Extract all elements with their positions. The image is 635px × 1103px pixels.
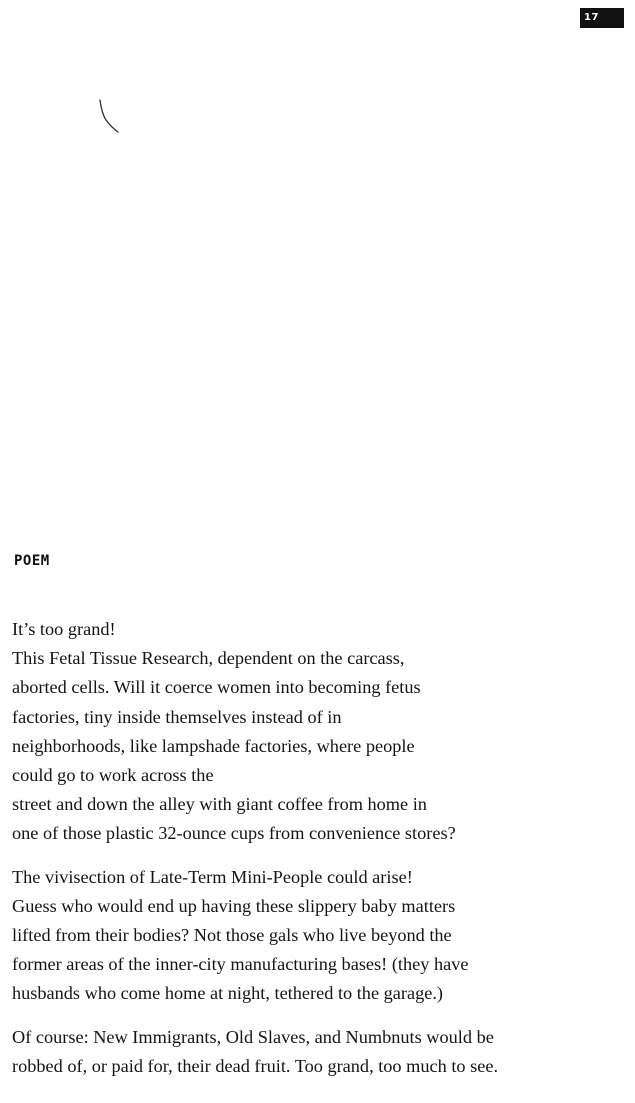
poem-line: This Fetal Tissue Research, dependent on the carcass,	[12, 648, 405, 669]
stanza	[12, 615, 632, 849]
poem-line: neighborhoods, like lampshade factories, where people	[12, 735, 415, 756]
poem-line: The vivisection of Late-Term Mini-People could arise!	[12, 866, 413, 887]
poem-line: husbands who come home at night, tethered to the garage.)	[12, 983, 444, 1004]
section-label: POEM	[14, 553, 50, 569]
page-number-tab: 17	[580, 8, 624, 28]
pen-stroke-mark	[98, 98, 120, 134]
stanza	[12, 1023, 632, 1081]
poem-line: Of course: New Immigrants, Old Slaves, and Numbnuts would be	[12, 1026, 494, 1047]
poem-line: It’s too grand!	[12, 619, 116, 639]
poem-line: one of those plastic 32-ounce cups from convenience stores?	[12, 823, 456, 844]
poem-body	[12, 615, 632, 1095]
poem-line: factories, tiny inside themselves instead of in	[12, 706, 342, 727]
poem-line: could go to work across the	[12, 765, 214, 786]
poem-line: aborted cells. Will it coerce women into becoming fetus	[12, 677, 421, 698]
poem-line: robbed of, or paid for, their dead fruit. Too grand, too much to see.	[12, 1055, 499, 1076]
poem-line: street and down the alley with giant coffee from home in	[12, 794, 427, 815]
poem-line: former areas of the inner-city manufacturing bases! (they have	[12, 954, 469, 975]
stanza	[12, 863, 632, 1009]
poem-line: lifted from their bodies? Not those gals who live beyond the	[12, 925, 452, 946]
poem-line: Guess who would end up having these slippery baby matters	[12, 895, 456, 916]
